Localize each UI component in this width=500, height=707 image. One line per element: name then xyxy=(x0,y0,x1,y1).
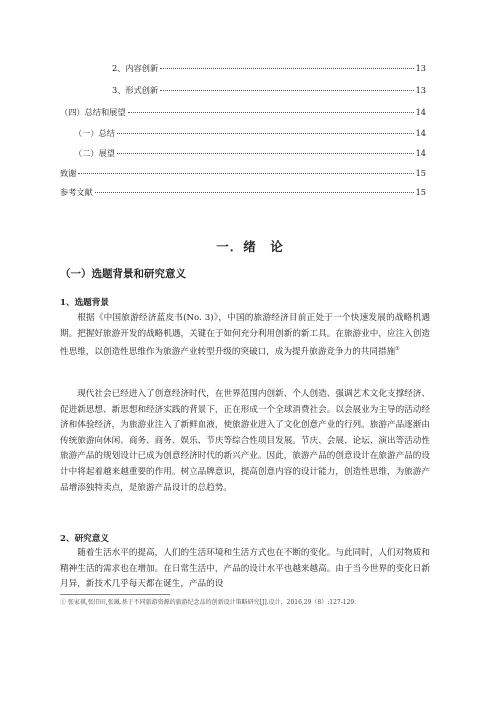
footnote-ref[interactable]: ① xyxy=(395,346,400,353)
toc-entry[interactable] xyxy=(60,168,426,179)
paragraph-significance: 随着生活水平的提高，人们的生活环境和生活方式也在不断的变化。与此同时，人们对物质和精神生活的需求也在增加。在日常生活中，产品的设计水平也越来越高。由于当今世界的变化日新月异，新技术几乎每天都在诞生，产品的设 xyxy=(60,548,430,590)
toc-entry[interactable] xyxy=(74,148,426,159)
toc-leader xyxy=(78,173,413,174)
toc-entry-page: 13 xyxy=(415,85,426,95)
toc-entry-title: 参考文献 xyxy=(60,187,93,197)
toc-entry-page: 14 xyxy=(415,107,426,117)
toc-entry-title: （一）总结 xyxy=(74,128,115,138)
footnote-divider xyxy=(60,594,170,595)
toc-entry-page: 15 xyxy=(415,168,426,178)
paragraph-creative-economy: 现代社会已经进入了创意经济时代，在世界范围内创新、个人创造、强调艺术文化支撑经济、促进新思想、新思想和经济实践的背景下，正在形成一个全球消费社会。以会展业为主导的活动经济和体验经济，为旅游业注入了新鲜血液，使旅游业进入了文化创意产业的行列。旅游产品逐渐由传统旅游向休闲、商务、商务、娱乐、节庆等综合性项目发展。节庆、会展、论坛、演出等活动性旅游产品的规划设计已成为创意经济时代的新兴产业。因此，旅游产品的创意设计在旅游产品的设计中将起着越来越重要的作用。树立品牌意识，提高创意内容的设计能力，创造性思维，为旅游产品增添独特卖点，是旅游产品设计的总趋势。 xyxy=(60,389,430,493)
toc-leader xyxy=(160,90,413,91)
toc-entry[interactable] xyxy=(74,128,426,139)
toc-leader xyxy=(128,112,414,113)
toc-entry[interactable] xyxy=(60,187,426,198)
toc-entry-page: 15 xyxy=(415,187,426,197)
toc-leader xyxy=(95,192,414,193)
footnote: ① 张家祺,张旧田,张珮.基于不同旅游资源的旅游纪念品的创新设计策略研究[J].设计，2016,29（8）:127-129. xyxy=(60,599,357,606)
section-title: （一）选题背景和研究意义 xyxy=(60,268,186,280)
toc-entry-title: 3、形式创新 xyxy=(112,85,159,95)
toc-entry[interactable] xyxy=(112,85,426,96)
toc-leader xyxy=(117,133,414,134)
toc-entry-title: （二）展望 xyxy=(74,148,115,158)
paragraph-background xyxy=(60,311,430,361)
toc-entry-title: 致谢 xyxy=(60,168,77,178)
toc-entry-title: 2、内容创新 xyxy=(112,63,159,73)
toc-entry-title: （四）总结和展望 xyxy=(60,107,126,117)
subsection-title-significance: 2、研究意义 xyxy=(60,534,109,544)
chapter-title: 一．绪 论 xyxy=(216,239,284,254)
toc-leader xyxy=(160,68,413,69)
toc-entry[interactable] xyxy=(112,63,426,74)
paragraph-text: 根据《中国旅游经济蓝皮书(No. 3)》，中国的旅游经济目前正处于一个快速发展的战略机遇期。把握好旅游开发的战略机遇，关键在于如何充分利用创新的新工具。在旅游业中，应注入创造性思维，以创造性思维作为旅游产业转型升级的突破口，成为提升旅游竞争力的共同措施 xyxy=(60,313,430,358)
toc-entry-page: 14 xyxy=(415,128,426,138)
toc-entry[interactable] xyxy=(60,107,426,118)
toc-leader xyxy=(117,153,414,154)
toc-entry-page: 13 xyxy=(415,63,426,73)
subsection-title-background: 1、选题背景 xyxy=(60,298,109,308)
toc-entry-page: 14 xyxy=(415,148,426,158)
